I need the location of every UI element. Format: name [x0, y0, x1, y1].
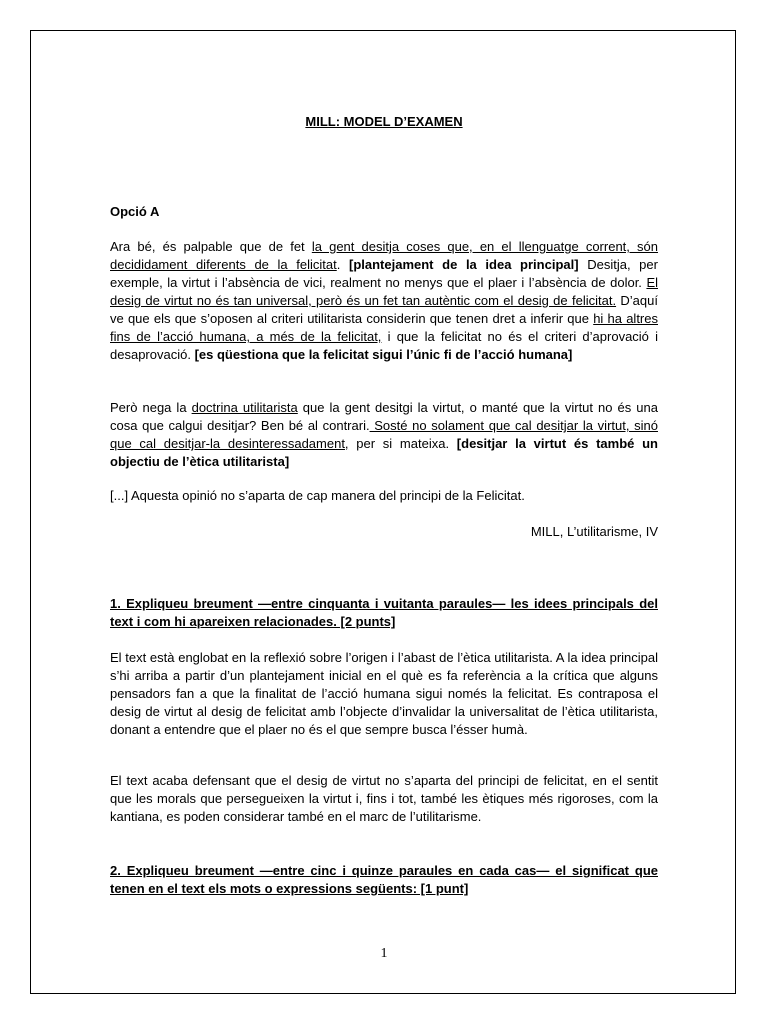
bold-annotation: [es qüestiona que la felicitat sigui l’únic fi de l’acció humana] — [194, 347, 573, 362]
text-paragraph-3: [...] Aquesta opinió no s’aparta de cap manera del principi de la Felicitat. — [110, 488, 525, 503]
option-heading: Opció A — [110, 204, 160, 219]
underlined-segment: Sosté no solament que cal desitjar la virtut, sinó que cal desitjar-la desinteressadament, — [110, 418, 658, 451]
question-2: 2. Expliqueu breument —entre cinc i quinze paraules en cada cas— el significat que tenen en el text els mots o expressions següents: [1 punt] — [110, 863, 658, 896]
underlined-segment: hi ha altres fins de l’acció humana, a més de la felicitat, — [110, 311, 658, 344]
page-title: MILL: MODEL D’EXAMEN — [305, 114, 463, 129]
answer-paragraph-2: El text acaba defensant que el desig de virtut no s’aparta del principi de felicitat, en el sentit que les morals que persegueixen la virtut i, fins i tot, també les ètiques més rigoroses, com la kantiana, es poden considerar també en el marc de l’utilitarisme. — [110, 773, 658, 824]
text-paragraph-2 — [110, 399, 658, 471]
bold-annotation: [desitjar la virtut és també un objectiu de l’ètica utilitarista] — [110, 436, 658, 469]
text-segment: i que la felicitat no és el criteri d’aprovació i desaprovació. — [110, 329, 658, 362]
underlined-segment: El desig de virtut no és tan universal, però és un fet tan autèntic com el desig de felicitat. — [110, 275, 658, 308]
page-border — [30, 30, 736, 994]
text-paragraph-1 — [110, 238, 658, 364]
text-segment: per si mateixa. — [348, 436, 457, 451]
underlined-segment: la gent desitja coses que, en el llenguatge corrent, són decididament diferents de la felicitat — [110, 239, 659, 272]
citation: MILL, L’utilitarisme, IV — [530, 524, 658, 539]
text-segment: que la gent desitgi la virtut, o manté que la virtut no és una cosa que calgui desitjar? Ben bé al contrari. — [110, 400, 658, 433]
underlined-segment: doctrina utilitarista — [191, 400, 298, 415]
text-segment: Desitja, per exemple, la virtut i l’absència de vici, realment no menys que el plaer i l’absència de dolor. — [110, 257, 658, 290]
question-1: 1. Expliqueu breument —entre cinquanta i vuitanta paraules— les idees principals del text i com hi apareixen relacionades. [2 punts] — [110, 596, 658, 629]
text-segment: Ara bé, és palpable que de fet — [110, 239, 312, 254]
page-number: 1 — [380, 946, 388, 961]
bold-annotation: [plantejament de la idea principal] — [349, 257, 579, 272]
answer-paragraph-1: El text està englobat en la reflexió sobre l’origen i l’abast de l’ètica utilitarista. A la idea principal s’hi arriba a partir d’un plantejament inicial en el què es fa referència a la crítica que alguns pensadors fan a que la finalitat de l’acció humana sigui només la felicitat. Es contraposa el desig de virtut al desig de felicitat amb l’objecte d’invalidar la universalitat de l’ètica utilitarista, donant a entendre que el plaer no és el que sempre busca l’ésser humà. — [110, 650, 658, 737]
text-segment: . — [336, 257, 349, 272]
text-segment: D’aquí ve que els que s’oposen al criteri utilitarista considerin que tenen dret a inferir que — [110, 293, 658, 326]
text-segment: Però nega la — [110, 400, 192, 415]
